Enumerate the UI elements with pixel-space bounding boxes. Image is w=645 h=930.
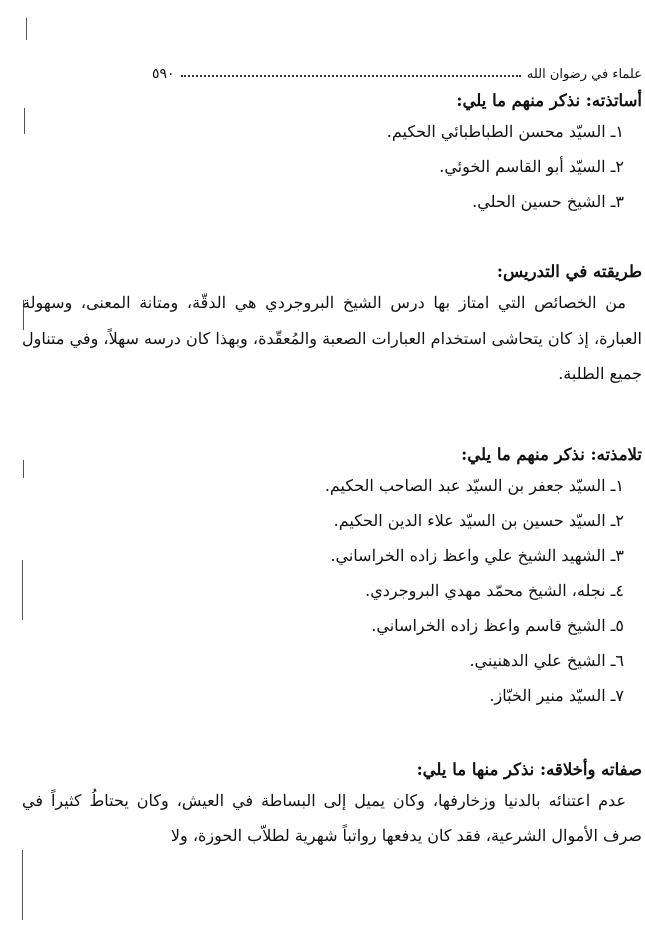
section-heading: صفاته وأخلاقه: نذكر منها ما يلي: <box>416 759 642 779</box>
list-item: ٢ـ السيّد حسين بن السيّد علاء الدين الحكيم. <box>333 510 624 530</box>
list-item: ١ـ السيّد جعفر بن السيّد عبد الصاحب الحكيم. <box>324 475 624 495</box>
section-character <box>22 757 642 854</box>
leader-dots <box>181 75 521 77</box>
section-teachers <box>22 88 642 219</box>
body-paragraph: عدم اعتنائه بالدنيا وزخارفها، وكان يميل إلى البساطة في العيش، وكان يحتاطُ كثيراً في صرف الأموال الشرعية، فقد كان يدفعها رواتباً شهرية لطلاّب الحوزة، ولا <box>22 790 642 845</box>
list-item: ٢ـ السيّد أبو القاسم الخوئي. <box>439 157 624 176</box>
section-heading: أساتذته: نذكر منهم ما يلي: <box>456 91 642 110</box>
scan-edge-mark <box>22 850 23 920</box>
page-body <box>22 88 642 854</box>
list-item: ٣ـ الشهيد الشيخ علي واعظ زاده الخراساني. <box>330 545 624 565</box>
list-item: ٦ـ الشيخ علي الدهنيني. <box>469 650 624 670</box>
section-students <box>22 442 642 713</box>
students-list <box>22 468 642 713</box>
list-item: ٤ـ نجله، الشيخ محمّد مهدي البروجردي. <box>365 580 624 600</box>
section-heading: طريقته في التدريس: <box>496 262 642 281</box>
list-item: ٥ـ الشيخ قاسم واعظ زاده الخراساني. <box>371 615 624 635</box>
list-item: ١ـ السيّد محسن الطباطبائي الحكيم. <box>386 122 624 141</box>
page-header <box>152 56 642 82</box>
page-number: ٥٩٠ <box>152 66 175 82</box>
list-item: ٣ـ الشيخ حسين الحلي. <box>472 192 624 211</box>
section-teaching-method <box>22 259 642 392</box>
scan-edge-mark <box>26 18 27 40</box>
teachers-list <box>22 114 642 219</box>
list-item: ٧ـ السيّد منير الخبّاز. <box>489 685 624 705</box>
running-title: علماء في رضوان الله <box>526 67 642 82</box>
section-heading: تلامذته: نذكر منهم ما يلي: <box>461 444 642 464</box>
body-paragraph: من الخصائص التي امتاز بها درس الشيخ البروجردي هي الدقّة، ومتانة المعنى، وسهولة العبارة، إذ كان يتحاشى استخدام العبارات الصعبة والمُعقّدة، وبهذا كان درسه سهلاً، وفي متناول جميع الطلبة. <box>22 293 642 383</box>
